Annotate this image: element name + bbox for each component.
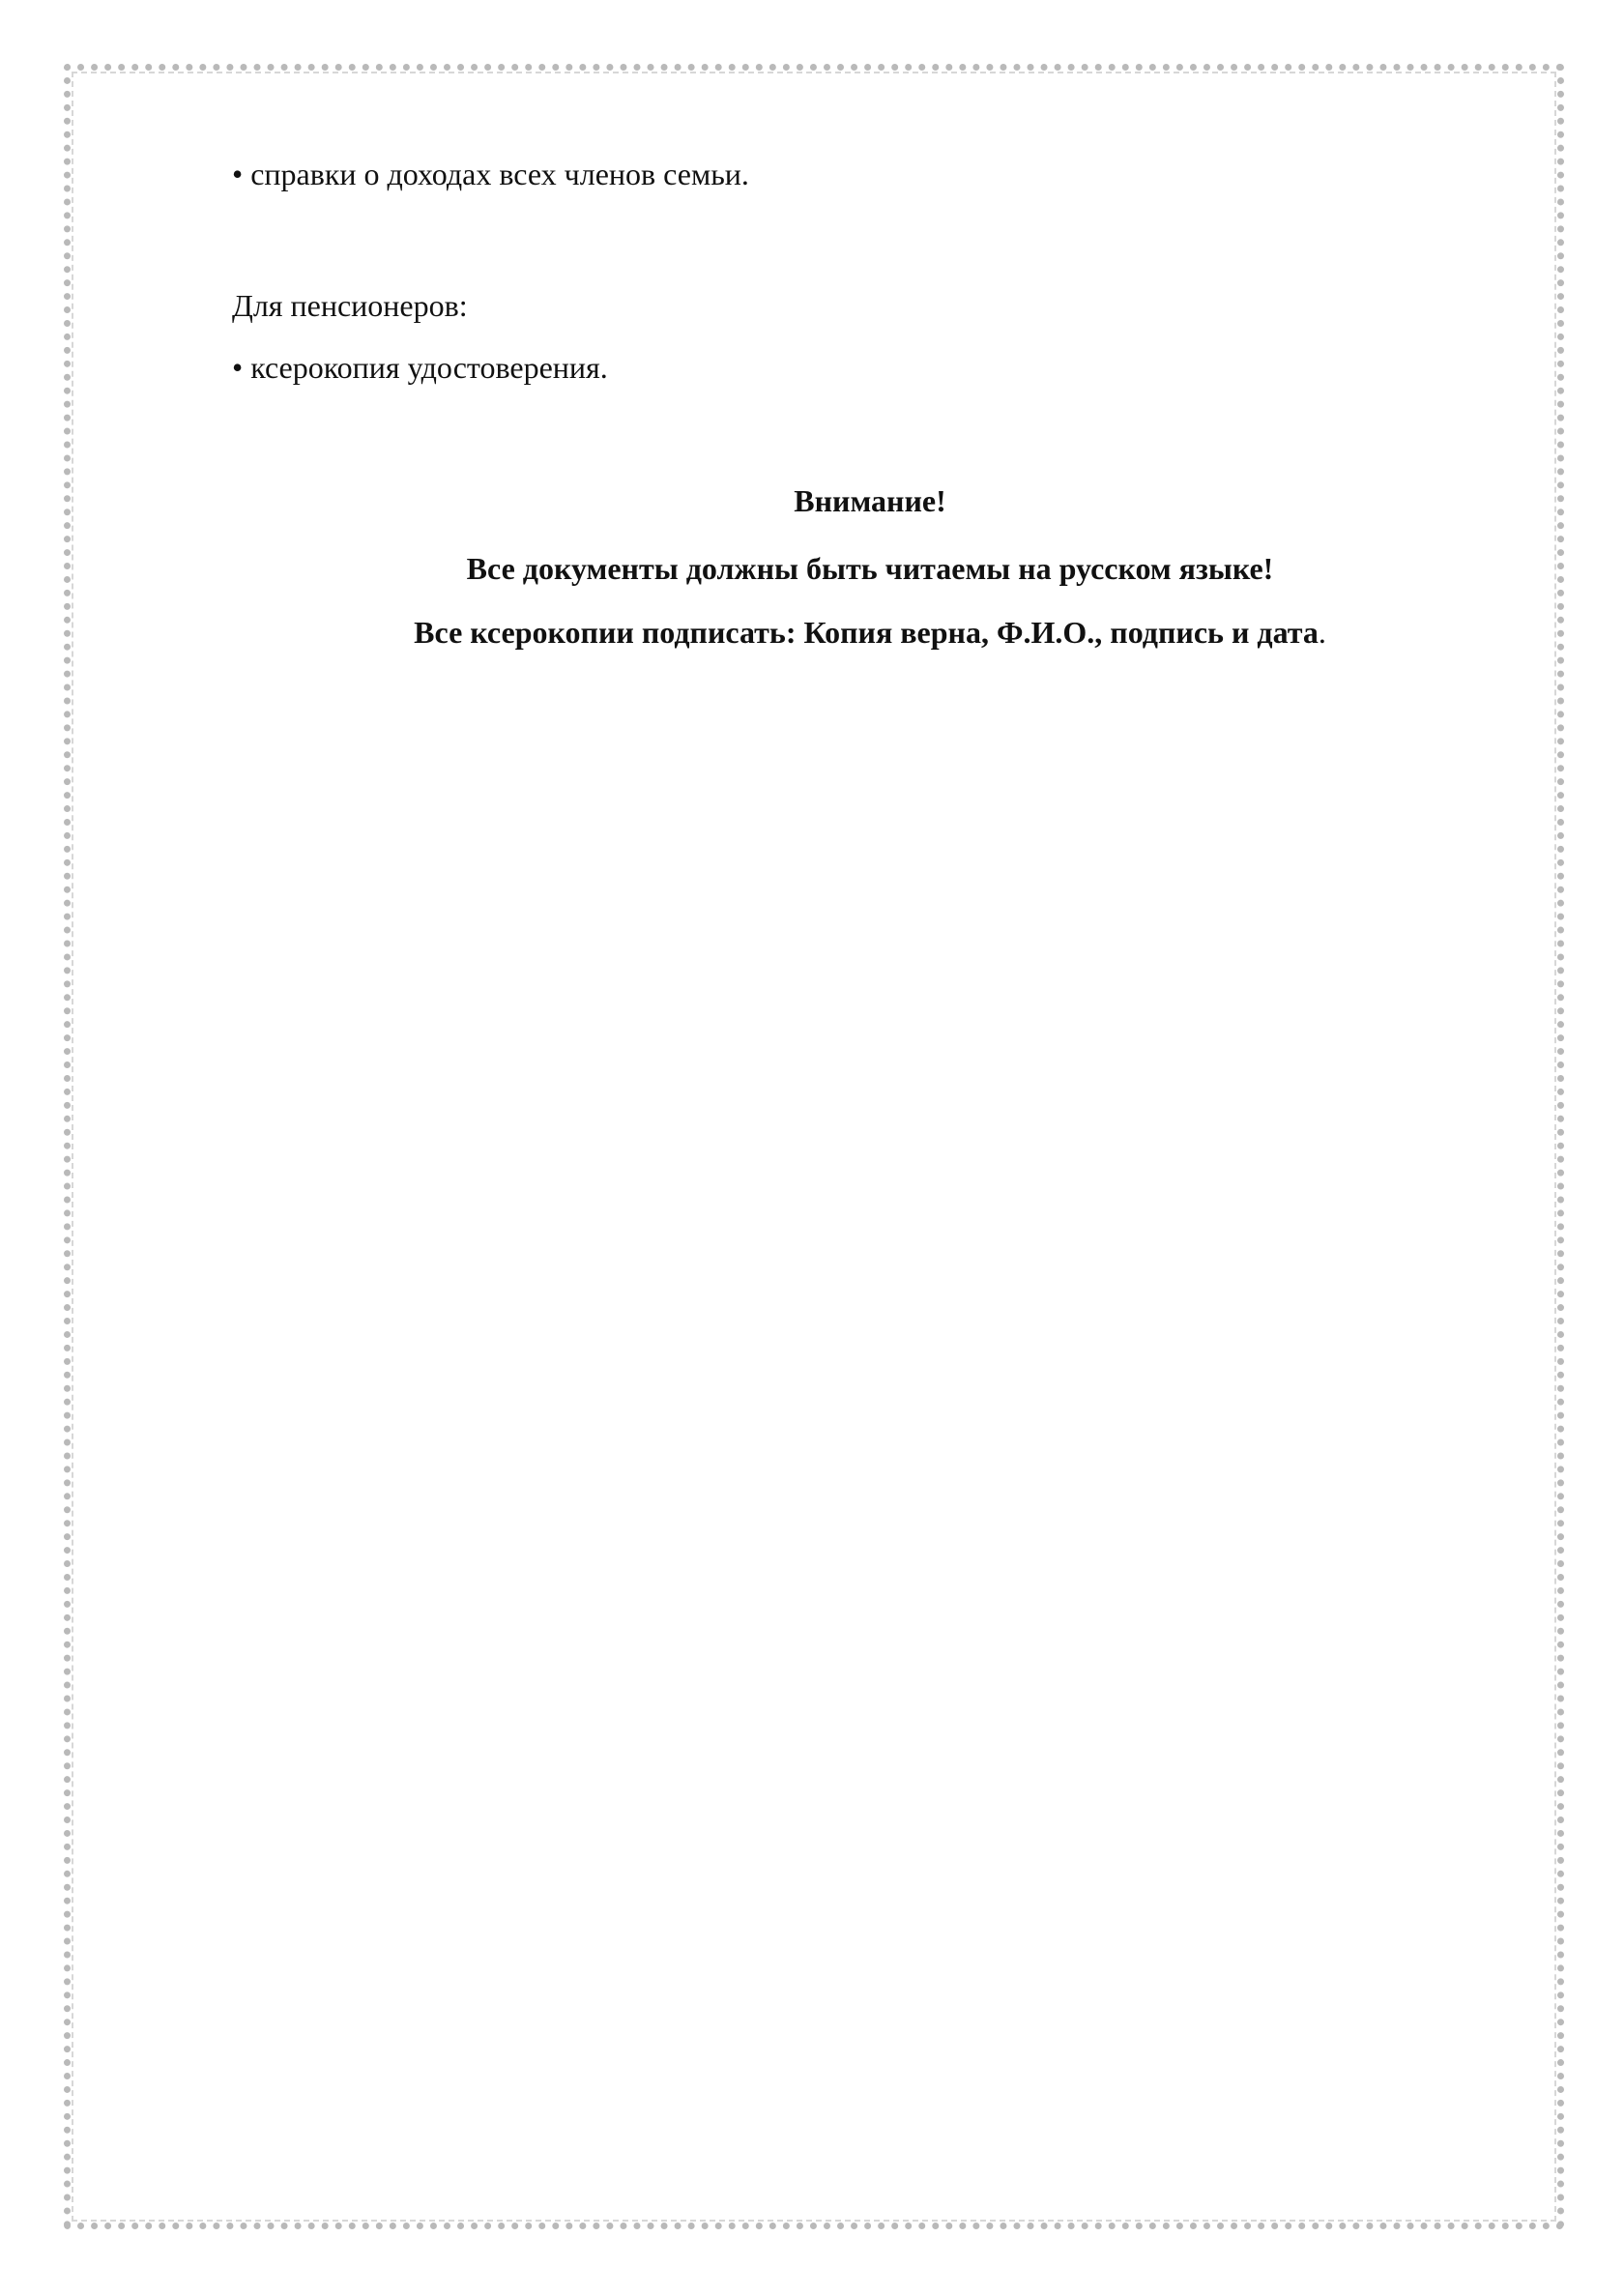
notice-line-language: Все документы должны быть читаемы на русском языке!: [466, 551, 1274, 586]
list-item-id-copy: • ксерокопия удостоверения.: [232, 350, 608, 385]
notice-line-signature: [232, 613, 1508, 652]
section-heading-pensioners: Для пенсионеров:: [232, 288, 468, 323]
notice-heading: Внимание!: [794, 483, 946, 518]
notice-line-signature-period: .: [1318, 615, 1326, 650]
notice-line-signature-text: Все ксерокопии подписать: Копия верна, Ф.И.О., подпись и дата: [414, 615, 1319, 650]
page-border-inner: [72, 72, 1556, 2222]
list-item-income-certificates: • справки о доходах всех членов семьи.: [232, 157, 749, 191]
